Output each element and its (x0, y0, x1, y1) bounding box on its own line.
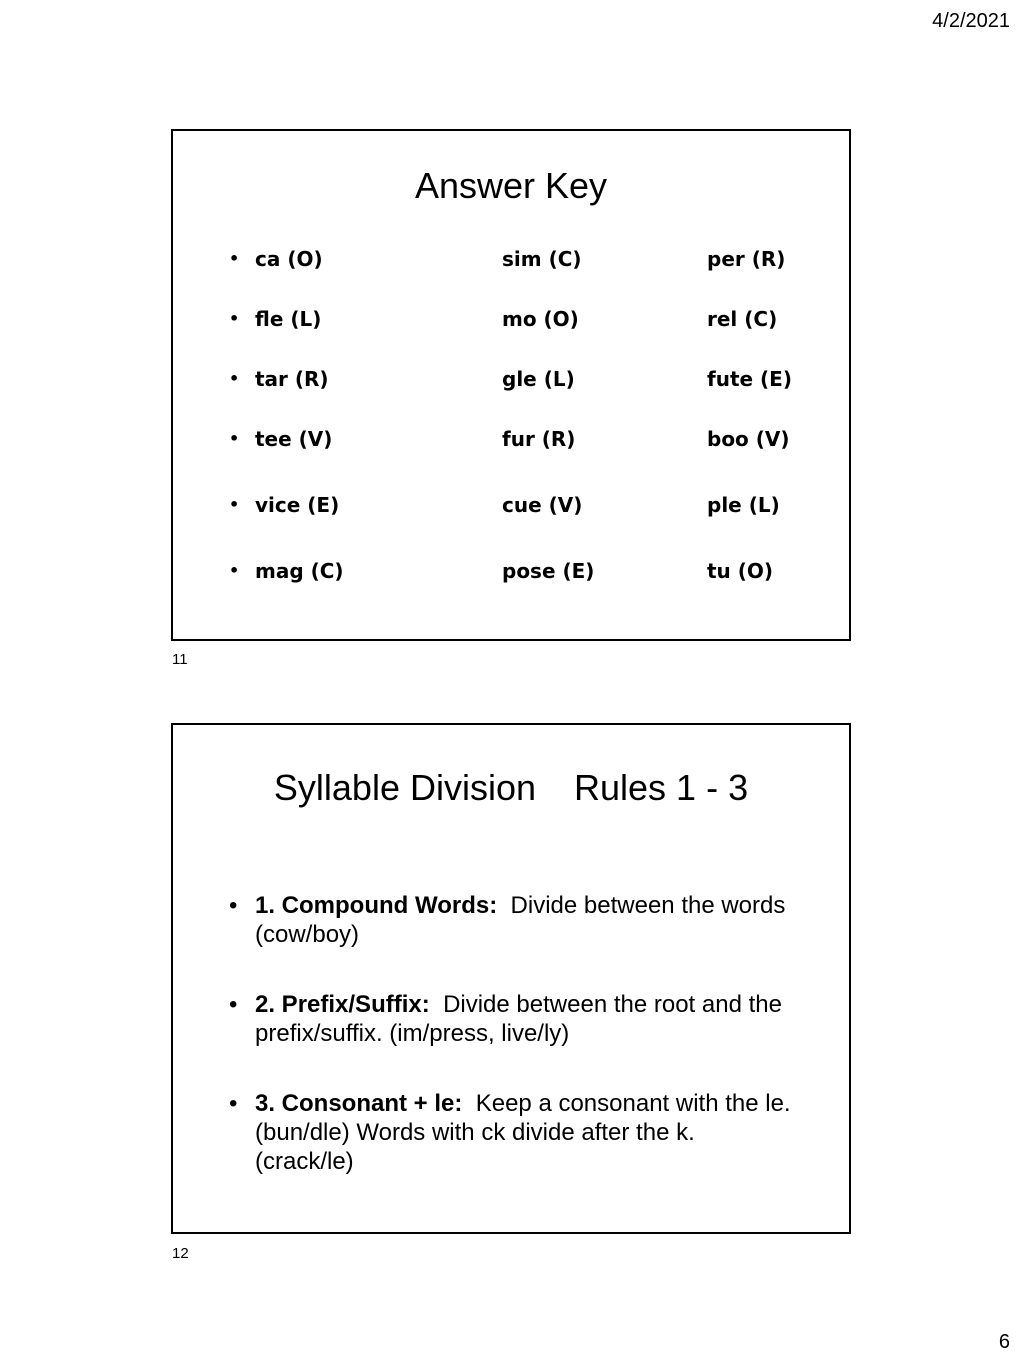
answer-cell: per (R) (707, 247, 786, 271)
answer-cell: pose (E) (502, 559, 595, 583)
bullet-icon: • (229, 249, 240, 268)
answer-cell: tar (R) (255, 367, 329, 391)
rule-item (229, 990, 799, 1048)
rule-text: Divide between the words (cow/boy) (255, 892, 786, 948)
bullet-icon: • (229, 429, 240, 448)
answer-cell: sim (C) (502, 247, 582, 271)
rule-title: 3. Consonant + le: (255, 1090, 463, 1117)
answer-row (173, 427, 849, 457)
bullet-icon: • (229, 892, 238, 919)
answer-cell: tu (O) (707, 559, 774, 583)
answer-cell: boo (V) (707, 427, 790, 451)
rule-item (229, 891, 799, 949)
answer-cell: vice (E) (255, 493, 340, 517)
answer-cell: ple (L) (707, 493, 780, 517)
answer-row (173, 493, 849, 523)
answer-row (173, 247, 849, 277)
slide-answer-key (171, 129, 851, 641)
bullet-icon: • (229, 369, 240, 388)
answer-cell: mag (C) (255, 559, 344, 583)
answer-cell: gle (L) (502, 367, 575, 391)
answer-row (173, 559, 849, 589)
rule-item (229, 1089, 799, 1176)
answer-cell: tee (V) (255, 427, 333, 451)
answer-row (173, 307, 849, 337)
answer-cell: fute (E) (707, 367, 792, 391)
bullet-icon: • (229, 495, 240, 514)
slide-number: 12 (172, 1245, 189, 1262)
answer-cell: fur (R) (502, 427, 576, 451)
page-date: 4/2/2021 (932, 10, 1010, 32)
answer-cell: cue (V) (502, 493, 583, 517)
rule-text: Keep a consonant with the le. (bun/dle) Words with ck divide after the k. (crack/le) (255, 1090, 791, 1175)
answer-cell: ca (O) (255, 247, 323, 271)
bullet-icon: • (229, 309, 240, 328)
slide-number: 11 (172, 651, 188, 668)
rule-title: 2. Prefix/Suffix: (255, 991, 430, 1018)
answer-cell: mo (O) (502, 307, 579, 331)
answer-row (173, 367, 849, 397)
bullet-icon: • (229, 1090, 238, 1117)
slide-syllable-division (171, 723, 851, 1234)
rule-text: Divide between the root and the prefix/suffix. (im/press, live/ly) (255, 991, 782, 1047)
slide-title (173, 767, 849, 809)
rule-title: 1. Compound Words: (255, 892, 498, 919)
bullet-icon: • (229, 561, 240, 580)
slide-title: Answer Key (414, 165, 608, 206)
bullet-icon: • (229, 991, 238, 1018)
slide-title-part2: Rules 1 - 3 (574, 767, 749, 808)
page-number: 6 (998, 1331, 1010, 1353)
answer-cell: rel (C) (707, 307, 778, 331)
slide-title-part1: Syllable Division (273, 767, 537, 808)
answer-cell: fle (L) (255, 307, 322, 331)
